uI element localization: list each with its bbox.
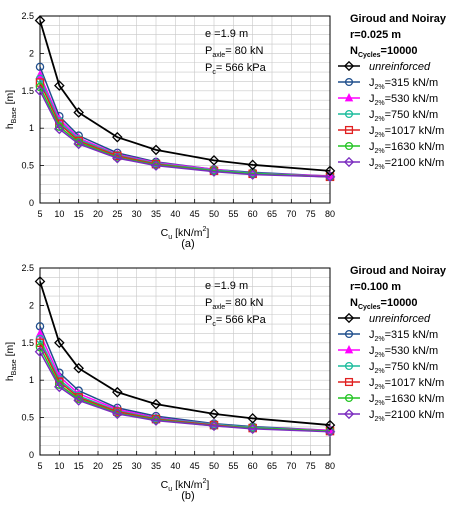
series-line <box>40 91 330 177</box>
legend-entry <box>338 345 438 359</box>
legend-title: r=0.025 m <box>350 29 402 41</box>
y-tick-label: 2.5 <box>21 263 34 273</box>
legend-label: $J_{2\%}=750$ kN/m <box>369 361 439 375</box>
parameter-label: $P_{axle}= 80$ kN <box>205 297 264 311</box>
x-tick-label: 50 <box>208 461 220 471</box>
legend-entry <box>338 61 431 73</box>
legend-entry <box>338 93 438 107</box>
parameter-label: e =1.9 m <box>205 280 249 292</box>
x-tick-label: 70 <box>286 209 297 219</box>
legend-label: $J_{2\%}=1630$ kN/m <box>369 393 445 407</box>
y-tick-label: 0.5 <box>21 160 34 171</box>
x-tick-label: 60 <box>247 209 258 219</box>
x-tick-label: 55 <box>228 209 239 219</box>
series-line <box>40 83 330 177</box>
legend-entry <box>338 157 444 171</box>
x-axis-label: $C_u$ $[kN/m^2]$ <box>160 478 210 493</box>
grid <box>40 268 330 455</box>
x-tick-label: 65 <box>266 461 278 471</box>
series-line <box>40 326 330 430</box>
panel-caption: (b) <box>181 490 195 502</box>
x-tick-label: 10 <box>54 461 65 471</box>
legend-entry <box>338 125 444 139</box>
x-tick-label: 5 <box>37 461 43 471</box>
legend-entry <box>338 377 444 391</box>
series-line <box>40 20 330 170</box>
x-axis-label: $C_u$ $[kN/m^2]$ <box>160 226 210 241</box>
series-2 <box>36 71 333 179</box>
legend-label: $J_{2\%}=2100$ kN/m <box>369 157 445 171</box>
x-tick-label: 65 <box>266 209 278 219</box>
x-tick-label: 40 <box>170 209 181 219</box>
x-tick-label: 5 <box>37 209 43 219</box>
legend-entry <box>338 361 438 375</box>
series-1 <box>36 323 333 434</box>
legend-label: $J_{2\%}=1017$ kN/m <box>369 125 445 139</box>
legend-title: Giroud and Noiray <box>350 265 446 277</box>
x-tick-label: 55 <box>228 461 239 471</box>
x-tick-label: 75 <box>305 461 316 471</box>
series-line <box>40 75 330 176</box>
y-axis-label: $h_{Base}$ [m] <box>4 89 18 130</box>
legend-title: Giroud and Noiray <box>350 13 446 25</box>
x-tick-label: 70 <box>286 461 297 471</box>
y-tick-label: 1 <box>28 375 34 386</box>
x-tick-label: 80 <box>324 209 336 219</box>
legend-entry <box>338 409 444 423</box>
legend-label: $J_{2\%}=750$ kN/m <box>369 109 439 123</box>
x-tick-label: 50 <box>208 209 220 219</box>
legend-entry <box>338 393 444 407</box>
parameter-label: $P_c= 566$ kPa <box>205 62 266 76</box>
legend-label: $J_{2\%}=315$ kN/m <box>369 329 439 343</box>
x-tick-label: 80 <box>324 461 336 471</box>
y-tick-label: 1.5 <box>21 337 34 348</box>
legend-entry <box>338 141 444 155</box>
legend-entry <box>338 329 438 343</box>
legend-label: $J_{2\%}=1630$ kN/m <box>369 141 445 155</box>
y-tick-label: 0 <box>28 198 34 208</box>
y-tick-label: 2.5 <box>21 11 34 21</box>
parameter-label: $P_c= 566$ kPa <box>205 314 266 328</box>
y-tick-label: 2 <box>28 48 34 59</box>
y-tick-label: 0 <box>28 450 34 460</box>
chart-panel-a <box>4 11 447 250</box>
x-tick-label: 60 <box>247 461 258 471</box>
x-tick-label: 75 <box>305 209 316 219</box>
x-tick-label: 30 <box>131 209 142 219</box>
x-tick-label: 10 <box>54 209 65 219</box>
panel-caption: (a) <box>181 238 195 250</box>
x-tick-label: 25 <box>112 209 123 219</box>
series-line <box>40 87 330 177</box>
series-1 <box>36 63 333 179</box>
x-tick-label: 25 <box>112 461 123 471</box>
y-tick-label: 1 <box>28 123 34 134</box>
series-0 <box>36 277 335 429</box>
x-tick-label: 30 <box>131 461 142 471</box>
legend-label: unreinforced <box>369 313 431 325</box>
legend-entry <box>338 77 438 91</box>
series-line <box>40 79 330 177</box>
legend-label: $J_{2\%}=2100$ kN/m <box>369 409 445 423</box>
legend-entry <box>338 109 438 123</box>
x-tick-label: 40 <box>170 461 181 471</box>
series-line <box>40 334 330 430</box>
y-tick-label: 0.5 <box>21 412 34 423</box>
y-axis-label: $h_{Base}$ [m] <box>4 341 18 382</box>
legend-cycles: $N_{Cycles}=10000$ <box>350 297 418 311</box>
x-tick-label: 45 <box>189 461 200 471</box>
legend <box>338 265 447 423</box>
series-line <box>40 347 330 431</box>
parameter-label: e =1.9 m <box>205 28 249 40</box>
legend <box>338 13 447 171</box>
legend-label: $J_{2\%}=1017$ kN/m <box>369 377 445 391</box>
x-tick-label: 15 <box>73 209 84 219</box>
x-tick-label: 35 <box>150 461 162 471</box>
x-tick-label: 20 <box>92 461 104 471</box>
legend-label: $J_{2\%}=530$ kN/m <box>369 345 439 359</box>
series-line <box>40 281 330 425</box>
legend-label: $J_{2\%}=530$ kN/m <box>369 93 439 107</box>
x-tick-label: 35 <box>150 209 162 219</box>
series-line <box>40 67 330 176</box>
series-line <box>40 339 330 431</box>
legend-entry <box>338 313 431 325</box>
legend-label: unreinforced <box>369 61 431 73</box>
chart-panel-b <box>4 263 447 502</box>
parameter-label: $P_{axle}= 80$ kN <box>205 45 264 59</box>
series-0 <box>36 16 335 175</box>
x-tick-label: 45 <box>189 209 200 219</box>
x-tick-label: 20 <box>92 209 104 219</box>
legend-title: r=0.100 m <box>350 281 402 293</box>
legend-cycles: $N_{Cycles}=10000$ <box>350 45 418 59</box>
x-tick-label: 15 <box>73 461 84 471</box>
y-tick-label: 2 <box>28 300 34 311</box>
legend-label: $J_{2\%}=315$ kN/m <box>369 77 439 91</box>
y-tick-label: 1.5 <box>21 85 34 96</box>
